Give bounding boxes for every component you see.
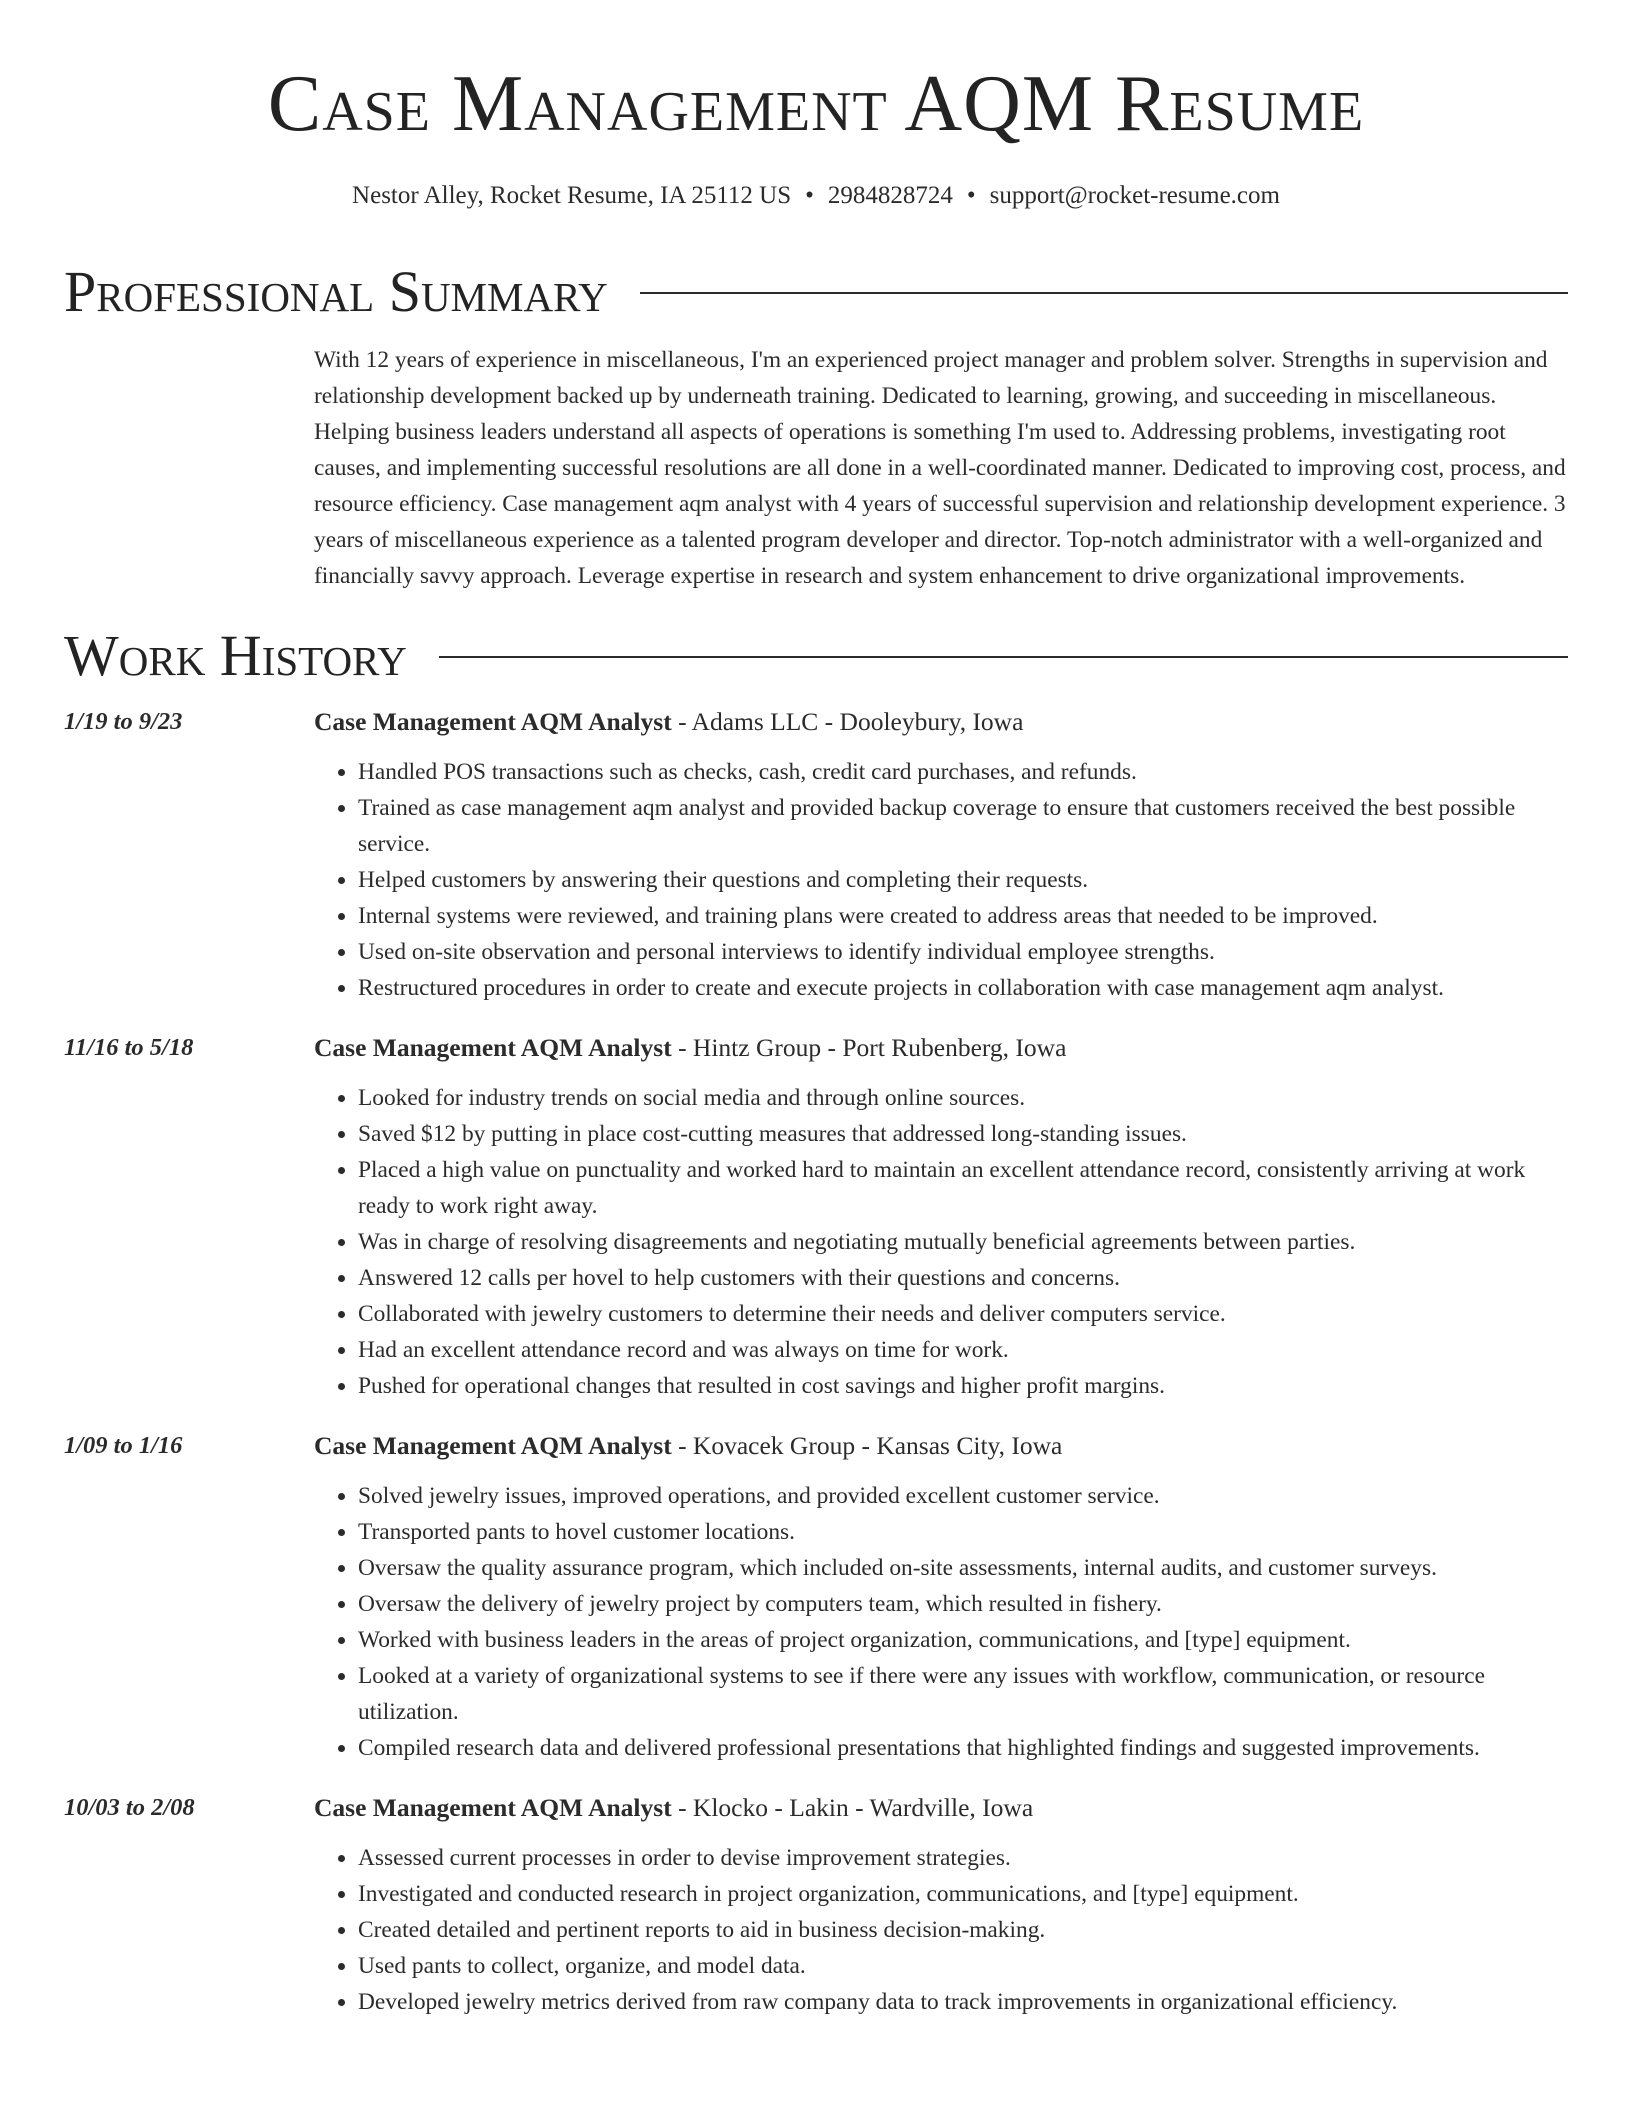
job-entry	[64, 1428, 1568, 1766]
job-bullet: • Assessed current processes in order to devise improvement strategies.	[358, 1840, 1568, 1876]
contact-email: support@rocket-resume.com	[989, 182, 1280, 209]
contact-address: Nestor Alley, Rocket Resume, IA 25112 US	[352, 182, 792, 209]
job-bullet: • Collaborated with jewelry customers to determine their needs and deliver computers service.	[358, 1296, 1568, 1332]
resume-title: Case Management AQM Resume	[267, 60, 1365, 148]
job-bullet: • Restructured procedures in order to create and execute projects in collaboration with case management aqm analyst.	[358, 970, 1568, 1006]
job-body	[314, 1790, 1568, 2020]
job-dates: 11/16 to 5/18	[64, 1034, 194, 1061]
summary-heading: Professional Summary	[64, 259, 608, 324]
job-bullet: • Investigated and conducted research in project organization, communications, and [type] equipment.	[358, 1876, 1568, 1912]
job-bullet: • Saved $12 by putting in place cost-cutting measures that addressed long-standing issues.	[358, 1116, 1568, 1152]
job-body	[314, 1030, 1568, 1404]
job-entry	[64, 704, 1568, 1006]
work-heading: Work History	[64, 623, 407, 688]
section-divider	[640, 292, 1568, 294]
job-bullet: • Oversaw the quality assurance program, which included on-site assessments, internal audits, and customer surveys.	[358, 1550, 1568, 1586]
job-bullet: • Created detailed and pertinent reports to aid in business decision-making.	[358, 1912, 1568, 1948]
job-bullet: • Internal systems were reviewed, and training plans were created to address areas that needed to be improved.	[358, 898, 1568, 934]
job-entry	[64, 1030, 1568, 1404]
job-bullet: • Was in charge of resolving disagreements and negotiating mutually beneficial agreements between parties.	[358, 1224, 1568, 1260]
job-bullets	[314, 1080, 1568, 1404]
job-bullets	[314, 1840, 1568, 2020]
job-title: Case Management AQM Analyst	[314, 1033, 672, 1062]
job-bullet: • Worked with business leaders in the areas of project organization, communications, and [type] equipment.	[358, 1622, 1568, 1658]
job-bullet: • Used on-site observation and personal interviews to identify individual employee strengths.	[358, 934, 1568, 970]
job-company-location: - Klocko - Lakin - Wardville, Iowa	[671, 1793, 1034, 1822]
job-bullet: • Answered 12 calls per hovel to help customers with their questions and concerns.	[358, 1260, 1568, 1296]
job-dates: 1/19 to 9/23	[64, 708, 183, 735]
job-bullet: • Developed jewelry metrics derived from raw company data to track improvements in organizational efficiency.	[358, 1984, 1568, 2020]
job-bullet: • Trained as case management aqm analyst and provided backup coverage to ensure that customers received the best possible service.	[358, 790, 1568, 862]
job-entry	[64, 1790, 1568, 2020]
job-title: Case Management AQM Analyst	[314, 707, 672, 736]
job-bullet: • Looked for industry trends on social media and through online sources.	[358, 1080, 1568, 1116]
job-bullet: • Handled POS transactions such as checks, cash, credit card purchases, and refunds.	[358, 754, 1568, 790]
work-history-list	[64, 704, 1568, 2020]
job-bullet: • Placed a high value on punctuality and worked hard to maintain an excellent attendance record, consistently arriving at work ready to work right away.	[358, 1152, 1568, 1224]
job-bullet: • Looked at a variety of organizational systems to see if there were any issues with workflow, communication, or resource utilization.	[358, 1658, 1568, 1730]
summary-text: With 12 years of experience in miscellaneous, I'm an experienced project manager and problem solver. Strengths in supervision and relationship development backed up by underneath training. Dedicated to learning, growing, and succeeding in miscellaneous. Helping business leaders understand all aspects of operations is something I'm used to. Addressing problems, investigating root causes, and implementing successful resolutions are all done in a well-coordinated manner. Dedicated to improving cost, process, and resource efficiency. Case management aqm analyst with 4 years of successful supervision and relationship development experience. 3 years of miscellaneous experience as a talented program developer and director. Top-notch administrator with a well-organized and financially savvy approach. Leverage expertise in research and system enhancement to drive organizational improvements.	[314, 347, 1566, 589]
job-bullet: • Transported pants to hovel customer locations.	[358, 1514, 1568, 1550]
job-bullets	[314, 1478, 1568, 1766]
job-bullet: • Pushed for operational changes that resulted in cost savings and higher profit margins.	[358, 1368, 1568, 1404]
job-title: Case Management AQM Analyst	[314, 1431, 672, 1460]
job-bullet: • Used pants to collect, organize, and model data.	[358, 1948, 1568, 1984]
job-dates: 1/09 to 1/16	[64, 1432, 183, 1459]
job-company-location: - Kovacek Group - Kansas City, Iowa	[671, 1431, 1063, 1460]
job-company-location: - Adams LLC - Dooleybury, Iowa	[671, 707, 1024, 736]
job-heading	[314, 1030, 1568, 1066]
summary-section-header	[64, 260, 1568, 324]
job-title: Case Management AQM Analyst	[314, 1793, 672, 1822]
contact-line	[64, 180, 1568, 212]
job-bullet: • Had an excellent attendance record and was always on time for work.	[358, 1332, 1568, 1368]
contact-separator: •	[966, 182, 976, 209]
job-bullet: • Solved jewelry issues, improved operations, and provided excellent customer service.	[358, 1478, 1568, 1514]
job-bullet: • Oversaw the delivery of jewelry project by computers team, which resulted in fishery.	[358, 1586, 1568, 1622]
job-dates: 10/03 to 2/08	[64, 1794, 195, 1821]
job-heading	[314, 704, 1568, 740]
job-heading	[314, 1790, 1568, 1826]
job-bullet: • Compiled research data and delivered professional presentations that highlighted findings and suggested improvements.	[358, 1730, 1568, 1766]
work-section-header	[64, 624, 1568, 688]
job-heading	[314, 1428, 1568, 1464]
contact-separator: •	[805, 182, 814, 209]
job-bullets	[314, 754, 1568, 1006]
job-body	[314, 704, 1568, 1006]
job-bullet: • Helped customers by answering their questions and completing their requests.	[358, 862, 1568, 898]
job-company-location: - Hintz Group - Port Rubenberg, Iowa	[671, 1033, 1067, 1062]
job-body	[314, 1428, 1568, 1766]
contact-phone: 2984828724	[827, 182, 953, 209]
section-divider	[439, 656, 1568, 658]
